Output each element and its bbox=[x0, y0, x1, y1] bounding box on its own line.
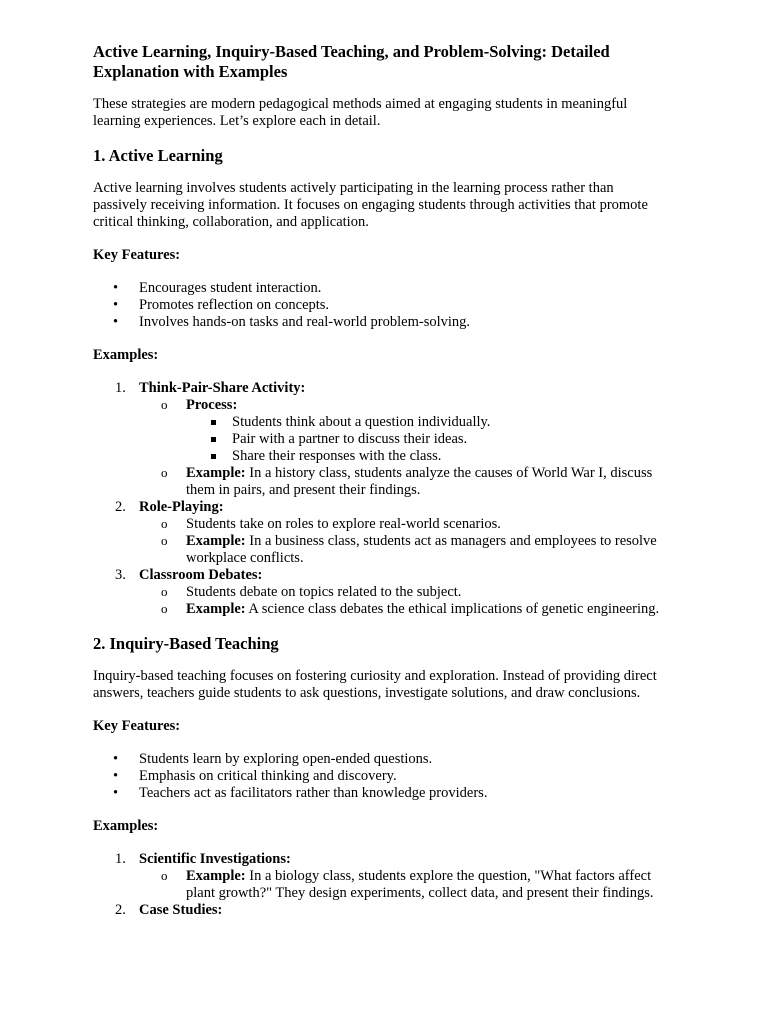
section-heading-active-learning: 1. Active Learning bbox=[93, 146, 223, 165]
example-title: Classroom Debates: bbox=[139, 567, 263, 583]
list-item bbox=[93, 499, 668, 567]
example-title: Role-Playing: bbox=[139, 499, 224, 515]
square-bullet-icon bbox=[211, 454, 216, 459]
list-item: Share their responses with the class. bbox=[186, 448, 668, 465]
examples-list bbox=[93, 851, 668, 919]
list-item bbox=[93, 851, 668, 902]
list-number: 1. bbox=[115, 380, 126, 396]
intro-paragraph: These strategies are modern pedagogical methods aimed at engaging students in meaningful learning experiences. Let’s explore each in detail. bbox=[93, 96, 628, 129]
key-features-label: Key Features: bbox=[93, 247, 181, 263]
circle-bullet-icon: o bbox=[161, 465, 168, 480]
section-heading-inquiry-based: 2. Inquiry-Based Teaching bbox=[93, 634, 279, 653]
sub-list bbox=[139, 584, 668, 618]
list-item bbox=[93, 380, 668, 499]
bullet-icon: • bbox=[113, 297, 119, 313]
list-item: • Encourages student interaction. bbox=[113, 280, 322, 296]
circle-bullet-icon: o bbox=[161, 601, 168, 616]
square-bullet-icon bbox=[211, 437, 216, 442]
key-features-list bbox=[93, 751, 668, 802]
list-item: • Students learn by exploring open-ended questions. bbox=[113, 751, 433, 767]
section-body-inquiry-based: Inquiry-based teaching focuses on fostering curiosity and exploration. Instead of providing direct answers, teachers guide students to ask questions, investigate solutions, and draw conclusions. bbox=[93, 668, 657, 701]
sub-list bbox=[139, 868, 668, 902]
list-item: • Promotes reflection on concepts. bbox=[113, 297, 330, 313]
list-number: 1. bbox=[115, 851, 126, 867]
list-number: 2. bbox=[115, 902, 126, 918]
list-item: o Students take on roles to explore real-world scenarios. bbox=[161, 516, 501, 532]
bullet-icon: • bbox=[113, 314, 119, 330]
circle-bullet-icon: o bbox=[161, 397, 168, 412]
square-bullet-icon bbox=[211, 420, 216, 425]
list-item: o Example: In a history class, students analyze the causes of World War I, discuss them in pairs, and present their findings. bbox=[161, 465, 653, 498]
document-title: Active Learning, Inquiry-Based Teaching, and Problem-Solving: Detailed Explanation with Examples bbox=[93, 42, 610, 81]
list-number: 3. bbox=[115, 567, 126, 583]
list-item: o Example: A science class debates the ethical implications of genetic engineering. bbox=[161, 601, 660, 617]
examples-list bbox=[93, 380, 668, 618]
example-title: Case Studies: bbox=[139, 902, 223, 918]
bullet-icon: • bbox=[113, 768, 119, 784]
examples-label: Examples: bbox=[93, 347, 159, 363]
example-title: Think-Pair-Share Activity: bbox=[139, 380, 306, 396]
list-item: o Example: In a business class, students act as managers and employees to resolve workplace conflicts. bbox=[161, 533, 657, 566]
list-item bbox=[93, 567, 668, 618]
sub-list bbox=[139, 397, 668, 499]
key-features-list bbox=[93, 280, 668, 331]
bullet-icon: • bbox=[113, 280, 119, 296]
circle-bullet-icon: o bbox=[161, 584, 168, 599]
list-item: • Emphasis on critical thinking and discovery. bbox=[113, 768, 397, 784]
list-item: o Students debate on topics related to the subject. bbox=[161, 584, 462, 600]
list-item: o Process: Students think about a question individually. Pair with a partner to discuss their ideas. Share their responses with the class. bbox=[139, 397, 668, 465]
sub-sub-list bbox=[186, 414, 668, 465]
list-item: • Teachers act as facilitators rather than knowledge providers. bbox=[113, 785, 488, 801]
list-number: 2. bbox=[115, 499, 126, 515]
examples-label: Examples: bbox=[93, 818, 159, 834]
list-item bbox=[93, 902, 668, 919]
section-body-active-learning: Active learning involves students actively participating in the learning process rather than passively receiving information. It focuses on engaging students through activities that promote critical thinking, collaboration, and application. bbox=[93, 180, 648, 230]
circle-bullet-icon: o bbox=[161, 533, 168, 548]
key-features-label: Key Features: bbox=[93, 718, 181, 734]
sub-list bbox=[139, 516, 668, 567]
list-item: o Example: In a biology class, students explore the question, "What factors affect plant growth?" They design experiments, collect data, and present their findings. bbox=[161, 868, 654, 901]
example-title: Scientific Investigations: bbox=[139, 851, 291, 867]
bullet-icon: • bbox=[113, 751, 119, 767]
circle-bullet-icon: o bbox=[161, 516, 168, 531]
list-item: Pair with a partner to discuss their ideas. bbox=[186, 431, 668, 448]
list-item: Students think about a question individually. bbox=[186, 414, 668, 431]
list-item: • Involves hands-on tasks and real-world problem-solving. bbox=[113, 314, 471, 330]
circle-bullet-icon: o bbox=[161, 868, 168, 883]
bullet-icon: • bbox=[113, 785, 119, 801]
